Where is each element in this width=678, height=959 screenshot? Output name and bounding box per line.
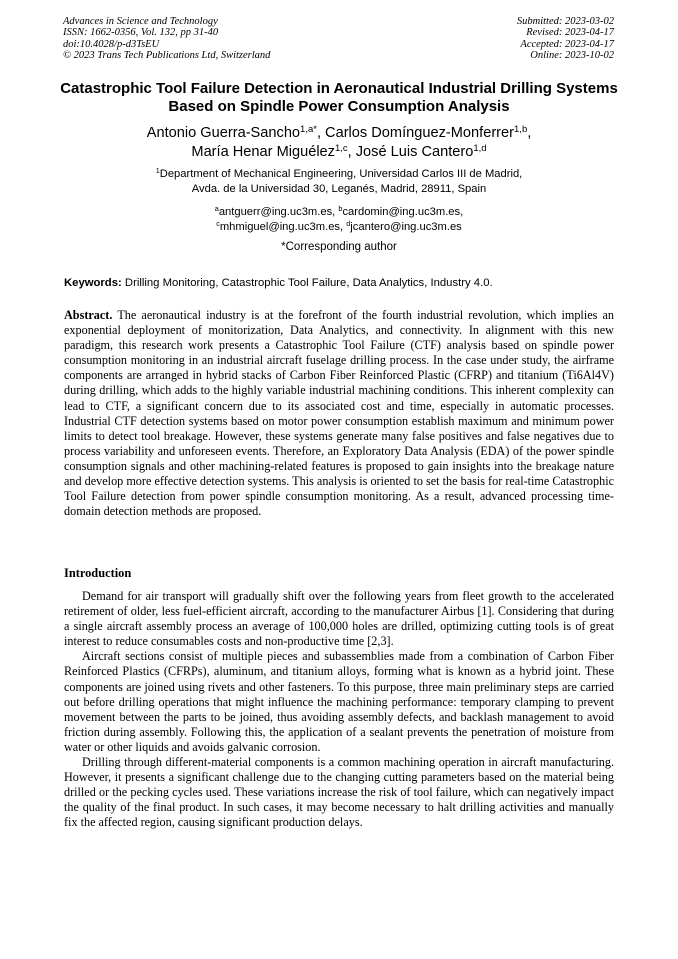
author-list: Antonio Guerra-Sancho$^{1,a*}$, Carlos Domínguez-Monferrer$^{1,b}$, María Henar Miguélez$^{1,c}$, José Luis Cantero$^{1,d}$: [146, 123, 532, 160]
abstract-text: The aeronautical industry is at the forefront of the fourth industrial revolution, which implies an exponential deployment of monitorization, Data Analytics, and connectivity. In alignment with this new paradigm, this research work presents a Catastrophic Tool Failure (CTF) analysis based on spindle power consumption monitoring in an industrial aircraft fuselage drilling process. In the case under study, the airframe components are arranged in hybrid stacks of Carbon Fiber Reinforced Plastic (CFRP) and titanium (Ti6Al4V) during drilling, which adds to the highly variable industrial machining conditions. This inherent complexity can lead to CTF, a significant concern due to its associated cost and time, especially in automatic processes. Industrial CTF detection systems based on motor power consumption establish maximum and minimum power limits to detect tool breakage. However, these systems generate many false positives and false negatives due to process variability and unforeseen events. Therefore, an Exploratory Data Analysis (EDA) of the power spindle consumption signals and other machining-related features is proposed to gain insights into the breakage nature and develop more effective detection systems. This analysis is oriented to set the basis for real-time Catastrophic Tool Failure detection from power spindle consumption monitoring. As a result, advanced processing time-domain detection methods are proposed.: [64, 308, 614, 519]
affiliation: [40, 167, 638, 197]
journal-name: Advances in Science and Technology: [63, 16, 218, 27]
paper-title: Catastrophic Tool Failure Detection in Aeronautical Industrial Drilling Systems Based on Spindle Power Consumption Analysis: [60, 80, 618, 115]
abstract: [64, 308, 614, 519]
author-affiliation-mark: 1,a*: [300, 123, 317, 135]
email-mark: d: [346, 218, 351, 228]
submitted-date: Submitted: 2023-03-02: [516, 16, 614, 27]
email-link[interactable]: mhmiguel@ing.uc3m.es: [219, 220, 341, 233]
author-name: Antonio Guerra-Sancho: [146, 125, 301, 141]
email-link[interactable]: jcantero@ing.uc3m.es: [350, 220, 462, 233]
issn: ISSN: 1662-0356, Vol. 132, pp 31-40: [63, 27, 219, 39]
publication-dates: [517, 16, 614, 62]
introduction-heading: Introduction: [64, 566, 132, 580]
abstract-label: Abstract.: [64, 308, 113, 322]
paragraph: Aircraft sections consist of multiple pieces and subassemblies made from a combination of Carbon Fiber Reinforced Plastics (CFRPs), aluminum, and titanium alloys, forming what is known as a hybrid joint. These components are joined using rivets and other fasteners. To this purpose, three main preliminary steps are carried out before drilling operations that might influence the machining performance: temporary clamping to prevent movement between the parts to be joined, thus avoiding assembly defects, and backlash management to avoid friction during assembly. Following this, the application of a sealant prevents the penetration of moisture from water or other liquids and avoids galvanic corrosion.: [64, 649, 614, 754]
author-affiliation-mark: 1,c: [334, 142, 348, 154]
affiliation-mark: 1: [155, 166, 160, 175]
introduction-body: [64, 589, 614, 831]
author-name: María Henar Miguélez: [191, 144, 335, 160]
affiliation-line: Avda. de la Universidad 30, Leganés, Madrid, 28911, Spain: [191, 183, 487, 195]
author-name: José Luis Cantero: [355, 144, 474, 160]
email-mark: b: [338, 204, 343, 213]
affiliation-line: Department of Mechanical Engineering, Universidad Carlos III de Madrid,: [159, 168, 523, 180]
author-affiliation-mark: 1,d: [473, 142, 487, 154]
email-mark: a: [214, 204, 219, 213]
keywords: [64, 276, 624, 291]
author-emails: $^a$antguerr@ing.uc3m.es, $^b$cardomin@ing.uc3m.es, $^c$mhmiguel@ing.uc3m.es, $^d$jcantero@ing.uc3m.es: [214, 204, 464, 233]
doi: doi:10.4028/p-d3TsEU: [63, 38, 160, 50]
corresponding-author-note: *Corresponding author: [281, 241, 397, 253]
keywords-text: Drilling Monitoring, Catastrophic Tool Failure, Data Analytics, Industry 4.0.: [124, 277, 493, 289]
keywords-label: Keywords:: [64, 277, 122, 289]
email-mark: c: [216, 218, 220, 228]
author-name: Carlos Domínguez-Monferrer: [325, 125, 515, 141]
accepted-date: Accepted: 2023-04-17: [520, 38, 614, 50]
author-affiliation-mark: 1,b: [514, 123, 528, 135]
paragraph: Demand for air transport will gradually shift over the following years from fleet growth to the accelerated retirement of older, less fuel-efficient aircraft, according to the manufacturer Airbus [1]. Considering that during a single aircraft assembly process an average of 100,000 holes are drilled, optimizing cutting tools is of great interest to reduce consumables costs and non-productive time [2,3].: [64, 589, 614, 649]
paragraph: Drilling through different-material components is a common machining operation in aircraft manufacturing. However, it presents a significant challenge due to the changing cutting parameters based on the material being drilled or the pecking cycles used. These variations increase the risk of tool failure, which can negatively impact the quality of the final product. In such cases, it may become necessary to halt drilling activities and manually fix the affected region, causing significant production delays.: [64, 755, 614, 830]
copyright: © 2023 Trans Tech Publications Ltd, Switzerland: [63, 50, 271, 62]
online-date: Online: 2023-10-02: [530, 50, 614, 62]
revised-date: Revised: 2023-04-17: [526, 27, 614, 39]
email-link[interactable]: antguerr@ing.uc3m.es: [218, 206, 333, 218]
email-link[interactable]: cardomin@ing.uc3m.es: [342, 206, 461, 218]
journal-info: [63, 16, 270, 62]
